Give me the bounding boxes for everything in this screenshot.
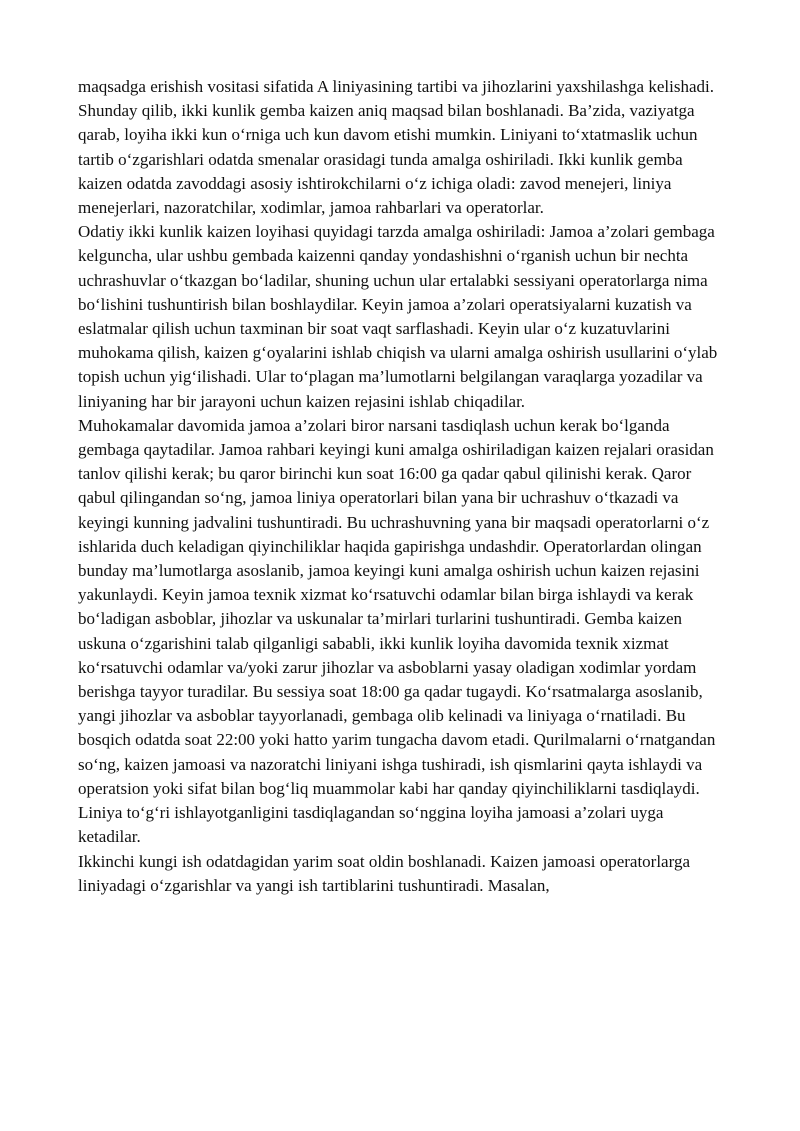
paragraph-2: Shunday qilib, ikki kunlik gemba kaizen aniq maqsad bilan boshlanadi. Ba’zida, vaziyatga qarab, loyiha ikki kun o‘rniga uch kun davom etishi mumkin. Liniyani to‘xtatmaslik uchun tartib o‘zgarishlari odatda smenalar orasidagi tunda amalga oshiriladi. Ikki kunlik gemba kaizen odatda zavoddagi asosiy ishtirokchilarni o‘z ichiga oladi: zavod menejeri, liniya menejerlari, nazoratchilar, xodimlar, jamoa rahbarlari va operatorlar. — [78, 101, 698, 218]
paragraph-4: Muhokamalar davomida jamoa a’zolari biror narsani tasdiqlash uchun kerak bo‘lganda gembaga qaytadilar. Jamoa rahbari keyingi kuni amalga oshiriladigan kaizen rejalari orasidan tanlov qilishi kerak; bu qaror birinchi kun soat 16:00 ga qadar qabul qilinishi kerak. Qaror qabul qilingandan so‘ng, jamoa liniya operatorlari bilan yana bir uchrashuv o‘tkazadi va keyingi kunning jadvalini tushuntiradi. Bu uchrashuvning yana bir maqsadi operatorlarni o‘z ishlarida duch keladigan qiyinchiliklar haqida gapirishga undashdir. Operatorlardan olingan bunday ma’lumotlarga asoslanib, jamoa keyingi kuni amalga oshirish uchun kaizen rejasini yakunlaydi. Keyin jamoa texnik xizmat ko‘rsatuvchi odamlar bilan birga ishlaydi va kerak bo‘ladigan asboblar, jihozlar va uskunalar ta’mirlari turlarini tushuntiradi. Gemba kaizen uskuna o‘zgarishini talab qilganligi sababli, ikki kunlik loyiha davomida texnik xizmat ko‘rsatuvchi odamlar va/yoki zarur jihozlar va asboblarni yasay oladigan xodimlar yordam berishga tayyor turadilar. Bu sessiya soat 18:00 ga qadar tugaydi. Ko‘rsatmalarga asoslanib, yangi jihozlar va asboblar tayyorlanadi, gembaga olib kelinadi va liniyaga o‘rnatiladi. Bu bosqich odatda soat 22:00 yoki hatto yarim tungacha davom etadi. Qurilmalarni o‘rnatgandan so‘ng, kaizen jamoasi va nazoratchi liniyani ishga tushiradi, ish qismlarini qayta ishlaydi va operatsion yoki sifat bilan bog‘liq muammolar kabi har qanday qiyinchiliklarni tasdiqlaydi. Liniya to‘g‘ri ishlayotganligini tasdiqlagandan so‘nggina loyiha jamoasi a’zolari uyga ketadilar. — [78, 415, 716, 847]
paragraph-5: Ikkinchi kungi ish odatdagidan yarim soat oldin boshlanadi. Kaizen jamoasi operatorlarga liniyadagi o‘zgarishlar va yangi ish tartiblarini tushuntiradi. Masalan, — [78, 851, 690, 895]
paragraph-1: maqsadga erishish vositasi sifatida A liniyasining tartibi va jihozlarini yaxshilashga kelishadi. — [78, 77, 714, 96]
document-page — [78, 75, 726, 898]
paragraph-3: Odatiy ikki kunlik kaizen loyihasi quyidagi tarzda amalga oshiriladi: Jamoa a’zolari gembaga kelguncha, ular ushbu gembada kaizenni qanday yondashishni o‘rganish uchun bir nechta uchrashuvlar o‘tkazgan bo‘ladilar, shuning uchun ular ertalabki sessiyani operatorlarga nima bo‘lishini tushuntirish bilan boshlaydilar. Keyin jamoa a’zolari operatsiyalarni kuzatish va eslatmalar qilish uchun taxminan bir soat vaqt sarflashadi. Keyin ular o‘z kuzatuvlarini muhokama qilish, kaizen g‘oyalarini ishlab chiqish va ularni amalga oshirish usullarini o‘ylab topish uchun yig‘ilishadi. Ular to‘plagan ma’lumotlarni belgilangan varaqlarga yozadilar va liniyaning har bir jarayoni uchun kaizen rejasini ishlab chiqadilar. — [78, 222, 718, 411]
